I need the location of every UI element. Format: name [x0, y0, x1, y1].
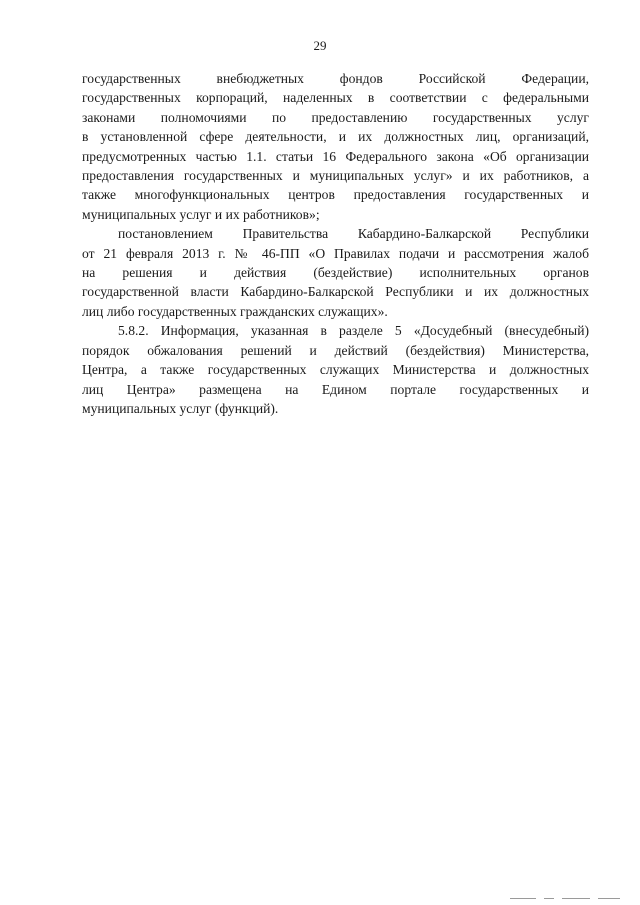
- text-line: на решения и действия (бездействие) исполнительных органов: [82, 265, 589, 281]
- document-body: [82, 69, 589, 418]
- text-line: также многофункциональных центров предоставления государственных и: [82, 187, 589, 203]
- text-line: порядок обжалования решений и действий (бездействия) Министерства,: [82, 342, 589, 358]
- paragraph-3: [82, 321, 589, 418]
- text-line: предоставления государственных и муниципальных услуг» и их работников, а: [82, 168, 589, 184]
- text-line: в установленной сфере деятельности, и их должностных лиц, организаций,: [82, 129, 589, 145]
- text-line: государственной власти Кабардино-Балкарской Республики и их должностных: [82, 284, 589, 300]
- text-line: Центра, а также государственных служащих Министерства и должностных: [82, 362, 589, 378]
- text-line: государственных внебюджетных фондов Российской Федерации,: [82, 71, 589, 86]
- text-line: лиц Центра» размещена на Едином портале государственных и: [82, 381, 589, 397]
- text-line: муниципальных услуг и их работников»;: [82, 206, 320, 222]
- text-line: законами полномочиями по предоставлению государственных услуг: [82, 109, 589, 125]
- text-line: лиц либо государственных гражданских служащих».: [82, 303, 388, 319]
- paragraph-2: [82, 224, 589, 321]
- text-line: муниципальных услуг (функций).: [82, 400, 279, 416]
- page-number: 29: [313, 38, 327, 53]
- text-line: постановлением Правительства Кабардино-Балкарской Республики: [118, 226, 589, 242]
- scan-artifact-marks: [510, 896, 630, 899]
- text-line: предусмотренных частью 1.1. статьи 16 Федерального закона «Об организации: [82, 148, 589, 164]
- text-line: 5.8.2. Информация, указанная в разделе 5 «Досудебный (внесудебный): [118, 323, 589, 339]
- text-line: государственных корпораций, наделенных в соответствии с федеральными: [82, 90, 589, 106]
- text-line: от 21 февраля 2013 г. № 46-ПП «О Правилах подачи и рассмотрения жалоб: [82, 245, 589, 261]
- paragraph-1: [82, 69, 589, 224]
